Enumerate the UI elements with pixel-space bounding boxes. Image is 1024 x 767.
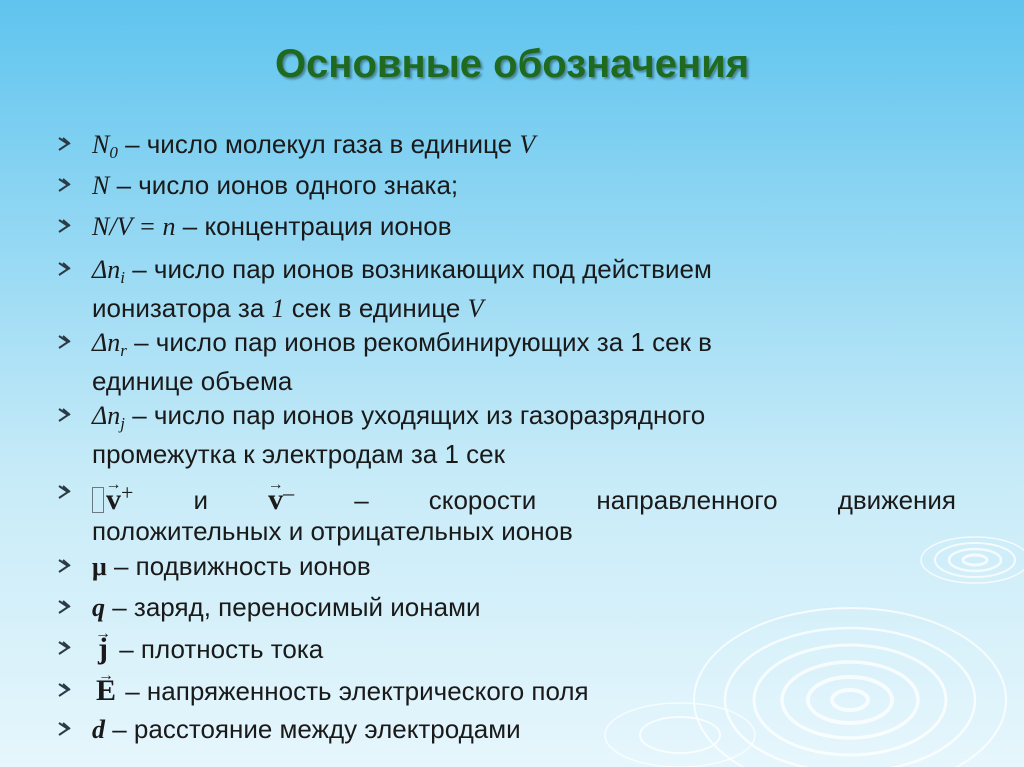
item-text: – заряд, переносимый ионами <box>105 592 481 622</box>
list-item <box>56 129 956 168</box>
arrow-bullet-icon <box>56 407 72 423</box>
arrow-bullet-icon <box>56 721 72 737</box>
arrow-bullet-icon <box>56 334 72 350</box>
item-text: движения <box>837 485 957 515</box>
list-item <box>56 327 956 397</box>
symbol: 1 <box>271 294 285 323</box>
arrow-bullet-icon <box>56 218 72 234</box>
symbol: N <box>92 130 110 159</box>
item-text: направленного <box>596 485 778 515</box>
list-item <box>56 400 956 470</box>
symbol: Δn <box>92 401 121 430</box>
subscript: r <box>120 341 127 360</box>
vector-symbol: → E <box>96 675 116 706</box>
arrow-bullet-icon <box>56 136 72 152</box>
symbol: q <box>92 593 105 622</box>
arrow-bullet-icon <box>56 682 72 698</box>
item-text: – подвижность ионов <box>106 551 371 581</box>
symbol: μ <box>92 552 107 581</box>
vector-symbol: → j <box>98 633 108 664</box>
item-text: и <box>193 485 209 515</box>
list-item <box>56 211 956 242</box>
vector-symbol: → v <box>268 484 283 515</box>
symbol: N/V = n <box>92 212 176 241</box>
item-text-line2: единице объема <box>92 366 293 396</box>
item-text: скорости <box>428 485 537 515</box>
item-text: – напряженность электрического поля <box>118 676 589 706</box>
arrow-bullet-icon <box>56 558 72 574</box>
item-text: – <box>354 485 369 515</box>
item-text: – число пар ионов рекомбинирующих за 1 сек в <box>126 327 712 357</box>
list-item <box>56 675 956 707</box>
item-text: – концентрация ионов <box>175 211 452 241</box>
item-text-line2: ионизатора за <box>92 293 272 323</box>
list-item <box>56 551 956 582</box>
item-text: – расстояние между электродами <box>105 714 521 744</box>
list-item <box>56 633 956 665</box>
symbol: V <box>467 294 484 323</box>
page-title: Основные обозначения <box>274 42 750 86</box>
arrow-bullet-icon <box>56 261 72 277</box>
symbol: Δn <box>92 255 121 284</box>
item-text-line2: промежутка к электродам за 1 сек <box>92 439 505 469</box>
arrow-bullet-icon <box>56 177 72 193</box>
item-text: – число пар ионов уходящих из газоразрядного <box>125 400 706 430</box>
list-item <box>56 170 956 201</box>
placeholder-box-icon <box>92 487 104 513</box>
superscript: + <box>121 480 134 505</box>
arrow-bullet-icon <box>56 484 72 500</box>
superscript: – <box>283 480 295 505</box>
list-item <box>56 592 956 623</box>
symbol: d <box>92 715 105 744</box>
item-text-line2: сек в единице <box>284 293 468 323</box>
list-item <box>56 714 956 745</box>
item-text-line2: положительных и отрицательных ионов <box>92 516 573 546</box>
list-item <box>56 477 956 547</box>
symbol: V <box>519 130 536 159</box>
subscript: 0 <box>109 143 118 162</box>
item-text: – плотность тока <box>112 634 324 664</box>
symbol: N <box>92 171 110 200</box>
list-item <box>56 254 956 324</box>
arrow-bullet-icon <box>56 599 72 615</box>
item-text: – число пар ионов возникающих под действием <box>125 254 712 284</box>
subscript: i <box>120 268 125 287</box>
arrow-bullet-icon <box>56 640 72 656</box>
symbol: Δn <box>92 328 121 357</box>
item-text: – число молекул газа в единице <box>117 129 520 159</box>
item-text: – число ионов одного знака; <box>109 170 459 200</box>
subscript: j <box>120 414 125 433</box>
vector-symbol: → v <box>106 484 121 515</box>
